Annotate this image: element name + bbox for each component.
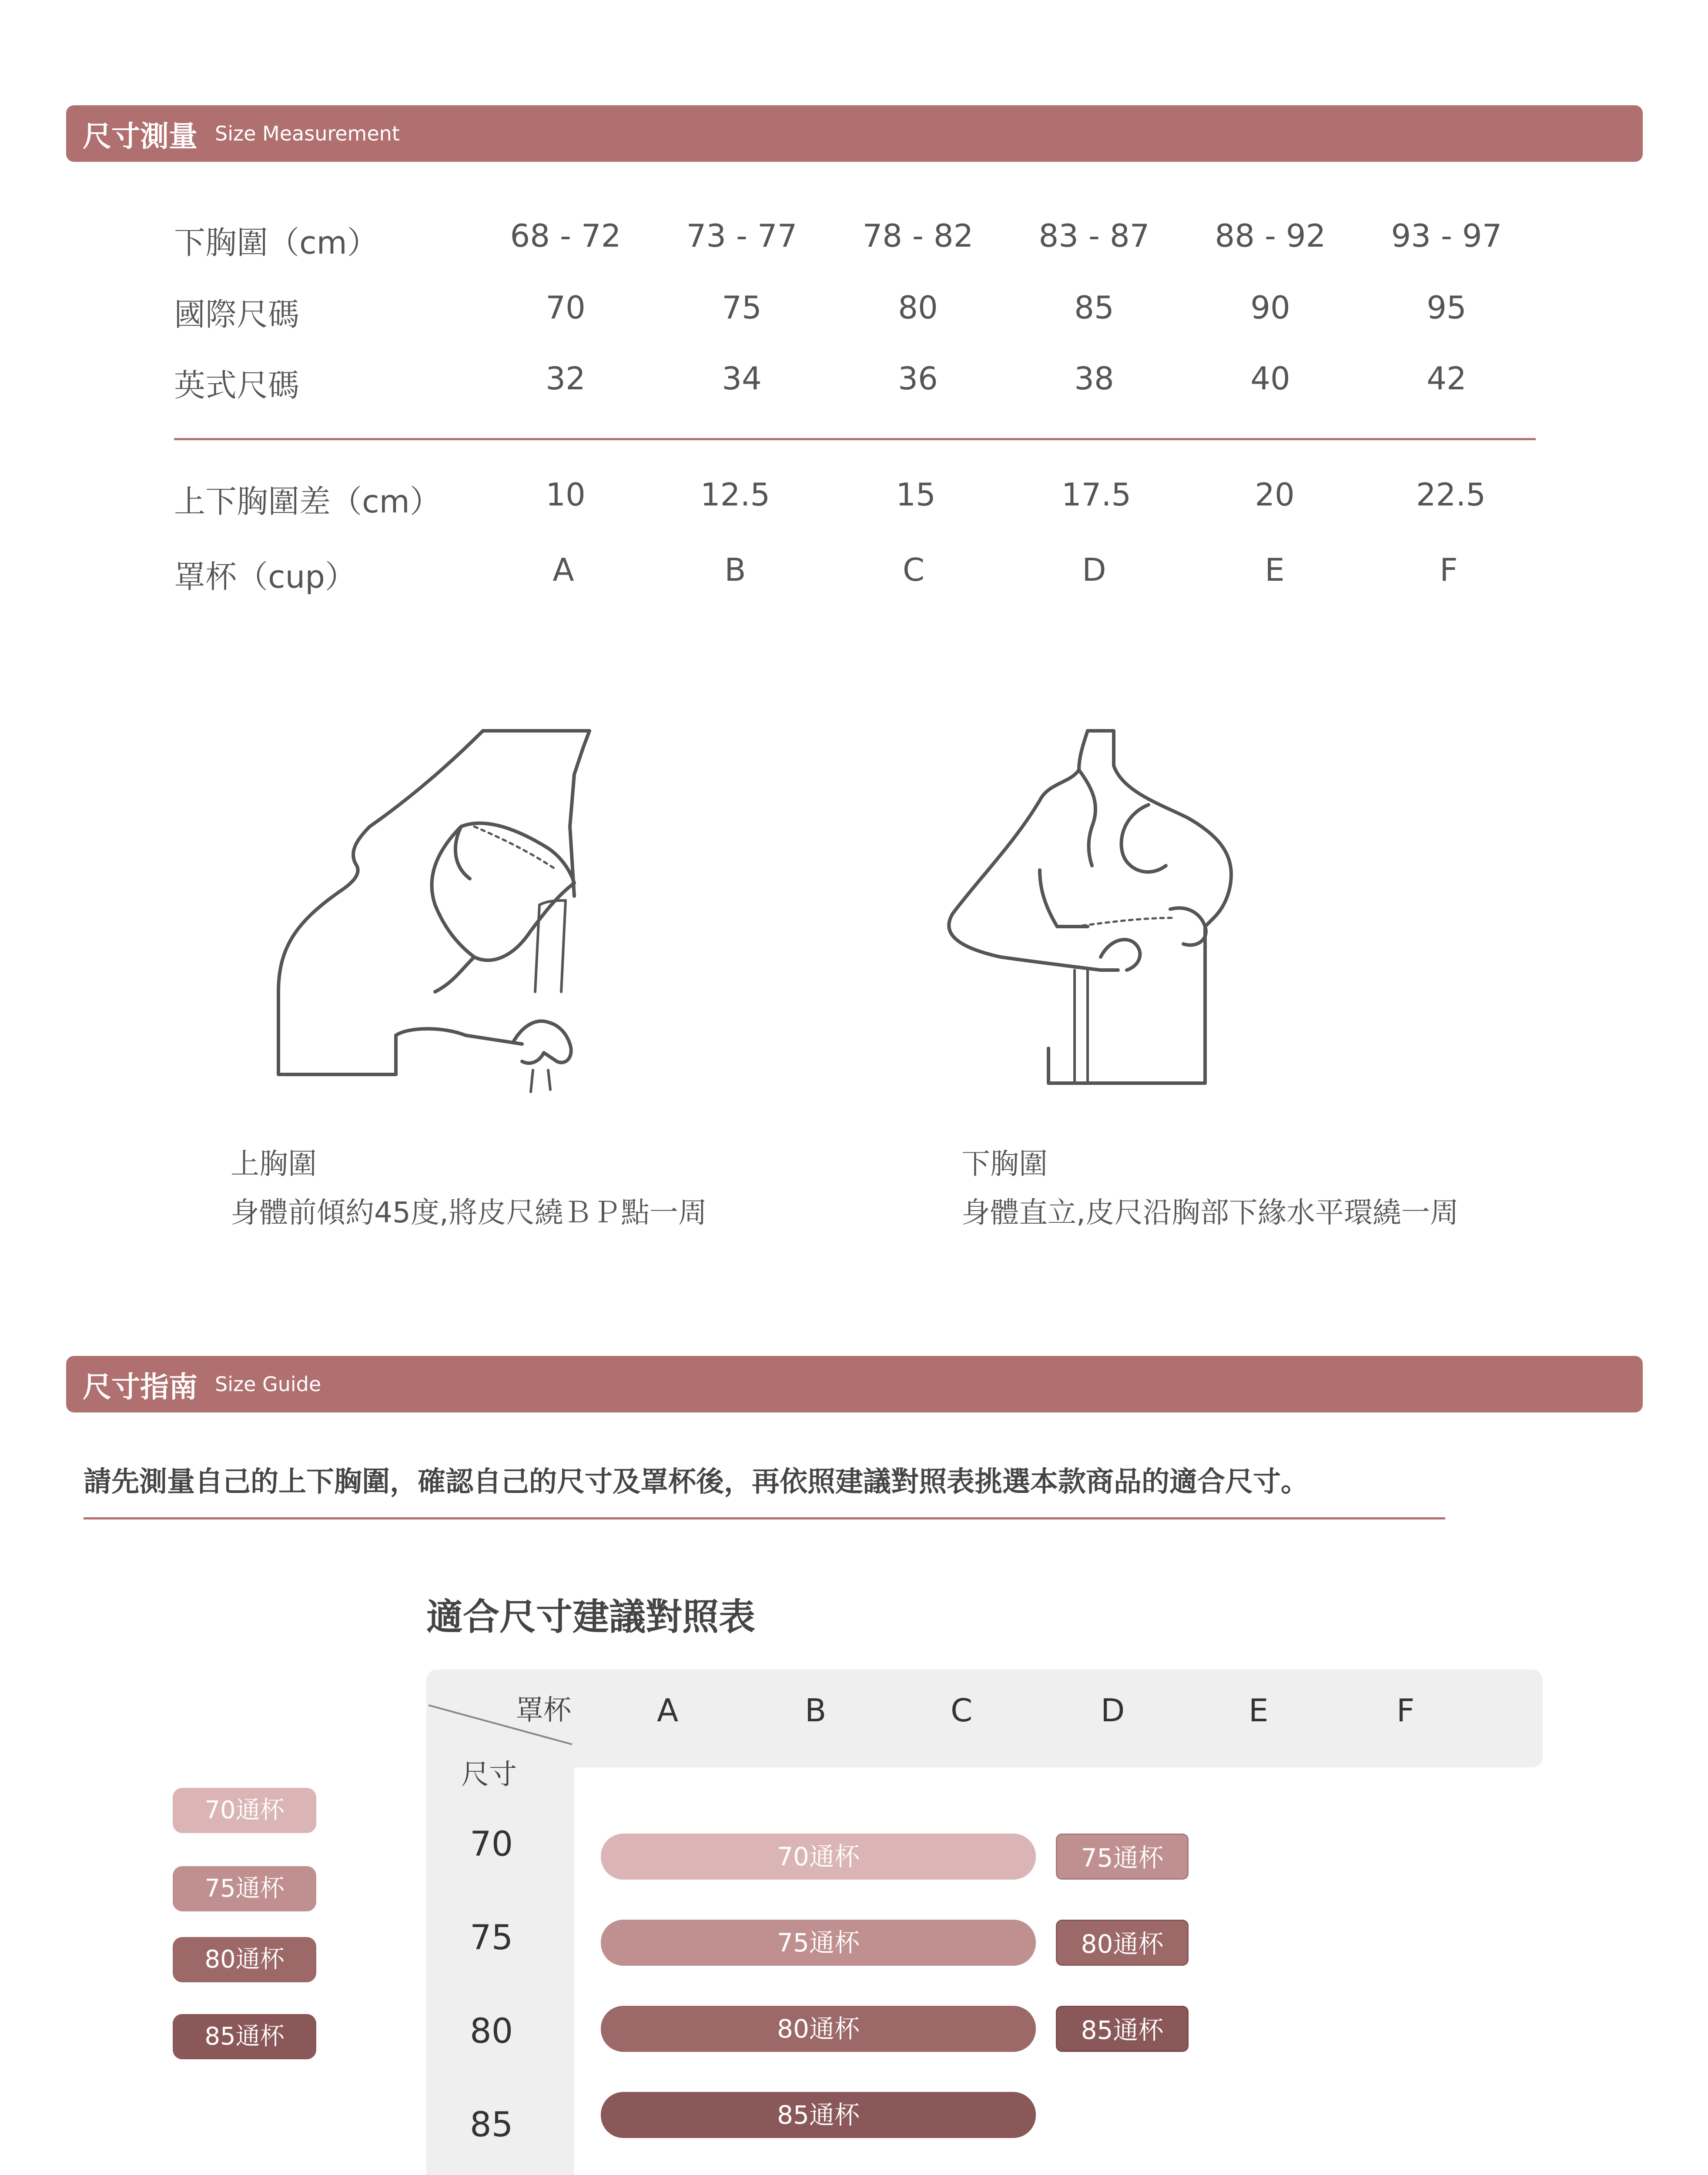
row-label-underbust: 下胸圍（cm） [174,224,378,261]
guide-intro: 請先測量自己的上下胸圍，確認自己的尺寸及罩杯後，再依照建議對照表挑選本款商品的適合尺寸。 [84,1466,1309,1498]
table-cell: 22.5 [1416,476,1486,513]
table-cell: 17.5 [1061,476,1132,513]
table-cell: 15 [896,476,936,513]
cup-column-header: B [805,1692,827,1729]
table-cell: 36 [898,360,938,397]
cup-column-header: F [1397,1692,1415,1729]
table-cell: 32 [546,360,586,397]
size-guide-header [66,1356,1643,1412]
table-title: 適合尺寸建議對照表 [426,1596,756,1638]
size-header: 尺寸 [461,1759,517,1791]
row-label-difference: 上下胸圍差（cm） [174,483,441,520]
table-cell: 75 [722,289,762,326]
table-cell: 12.5 [700,476,770,513]
cup-column-header: D [1101,1692,1125,1729]
section-title: 尺寸指南 [83,1370,198,1404]
cup-column-header: A [657,1692,679,1729]
upper-bust-desc: 身體前傾約45度,將皮尺繞ＢＰ點一周 [231,1196,707,1230]
row-label-international: 國際尺碼 [174,296,300,333]
row-label-uk: 英式尺碼 [174,367,300,404]
table-cell: 38 [1074,360,1114,397]
fit-bar-70: 70通杯 [601,1834,1036,1880]
legend-80: 80通杯 [173,1937,316,1982]
legend-70: 70通杯 [173,1788,316,1833]
table-cell: 80 [898,289,938,326]
table-cell: 83 - 87 [1038,218,1150,254]
lower-bust-title: 下胸圍 [961,1147,1048,1181]
cup-column-header: E [1249,1692,1269,1729]
cup-column-header: C [951,1692,973,1729]
table-cell: 93 - 97 [1391,218,1502,254]
lower-bust-desc: 身體直立,皮尺沿胸部下緣水平環繞一周 [961,1196,1459,1230]
table-cell: E [1265,552,1285,588]
size-row-header: 70 [470,1825,513,1864]
fit-tag-85: 85通杯 [1056,2006,1189,2052]
cup-header-band [426,1670,1543,1767]
table-cell: 90 [1250,289,1290,326]
upper-bust-title: 上胸圍 [231,1147,317,1181]
legend-85: 85通杯 [173,2014,316,2059]
fit-tag-80: 80通杯 [1056,1920,1189,1966]
table-cell: A [553,552,574,588]
size-row-header: 80 [470,2012,513,2051]
fit-tag-75: 75通杯 [1056,1834,1189,1880]
section-title: 尺寸測量 [83,119,198,153]
table-cell: 78 - 82 [862,218,974,254]
table-cell: 20 [1255,476,1295,513]
table-cell: 85 [1074,289,1114,326]
divider [174,438,1536,440]
lower-bust-illustration [944,722,1288,1092]
legend-75: 75通杯 [173,1866,316,1911]
table-cell: C [902,552,925,588]
section-subtitle: Size Guide [215,1372,322,1396]
table-cell: 42 [1427,360,1467,397]
upper-bust-illustration [270,722,618,1092]
size-row-header: 85 [470,2105,513,2145]
size-row-header: 75 [470,1918,513,1958]
section-subtitle: Size Measurement [215,122,400,145]
table-cell: 70 [546,289,586,326]
size-measurement-header [66,105,1643,162]
table-cell: 88 - 92 [1215,218,1326,254]
table-cell: F [1440,552,1458,588]
fit-bar-85: 85通杯 [601,2092,1036,2138]
table-cell: B [724,552,746,588]
table-cell: D [1082,552,1106,588]
table-cell: 95 [1427,289,1467,326]
table-cell: 68 - 72 [510,218,621,254]
divider [84,1517,1445,1519]
table-cell: 10 [546,476,586,513]
table-cell: 40 [1250,360,1290,397]
table-cell: 73 - 77 [686,218,797,254]
cup-header: 罩杯 [516,1694,571,1727]
fit-bar-80: 80通杯 [601,2006,1036,2052]
lower-bust-caption [961,1140,1459,1237]
upper-bust-caption [231,1140,707,1237]
row-label-cup: 罩杯（cup） [174,559,356,595]
table-cell: 34 [722,360,762,397]
fit-bar-75: 75通杯 [601,1920,1036,1966]
